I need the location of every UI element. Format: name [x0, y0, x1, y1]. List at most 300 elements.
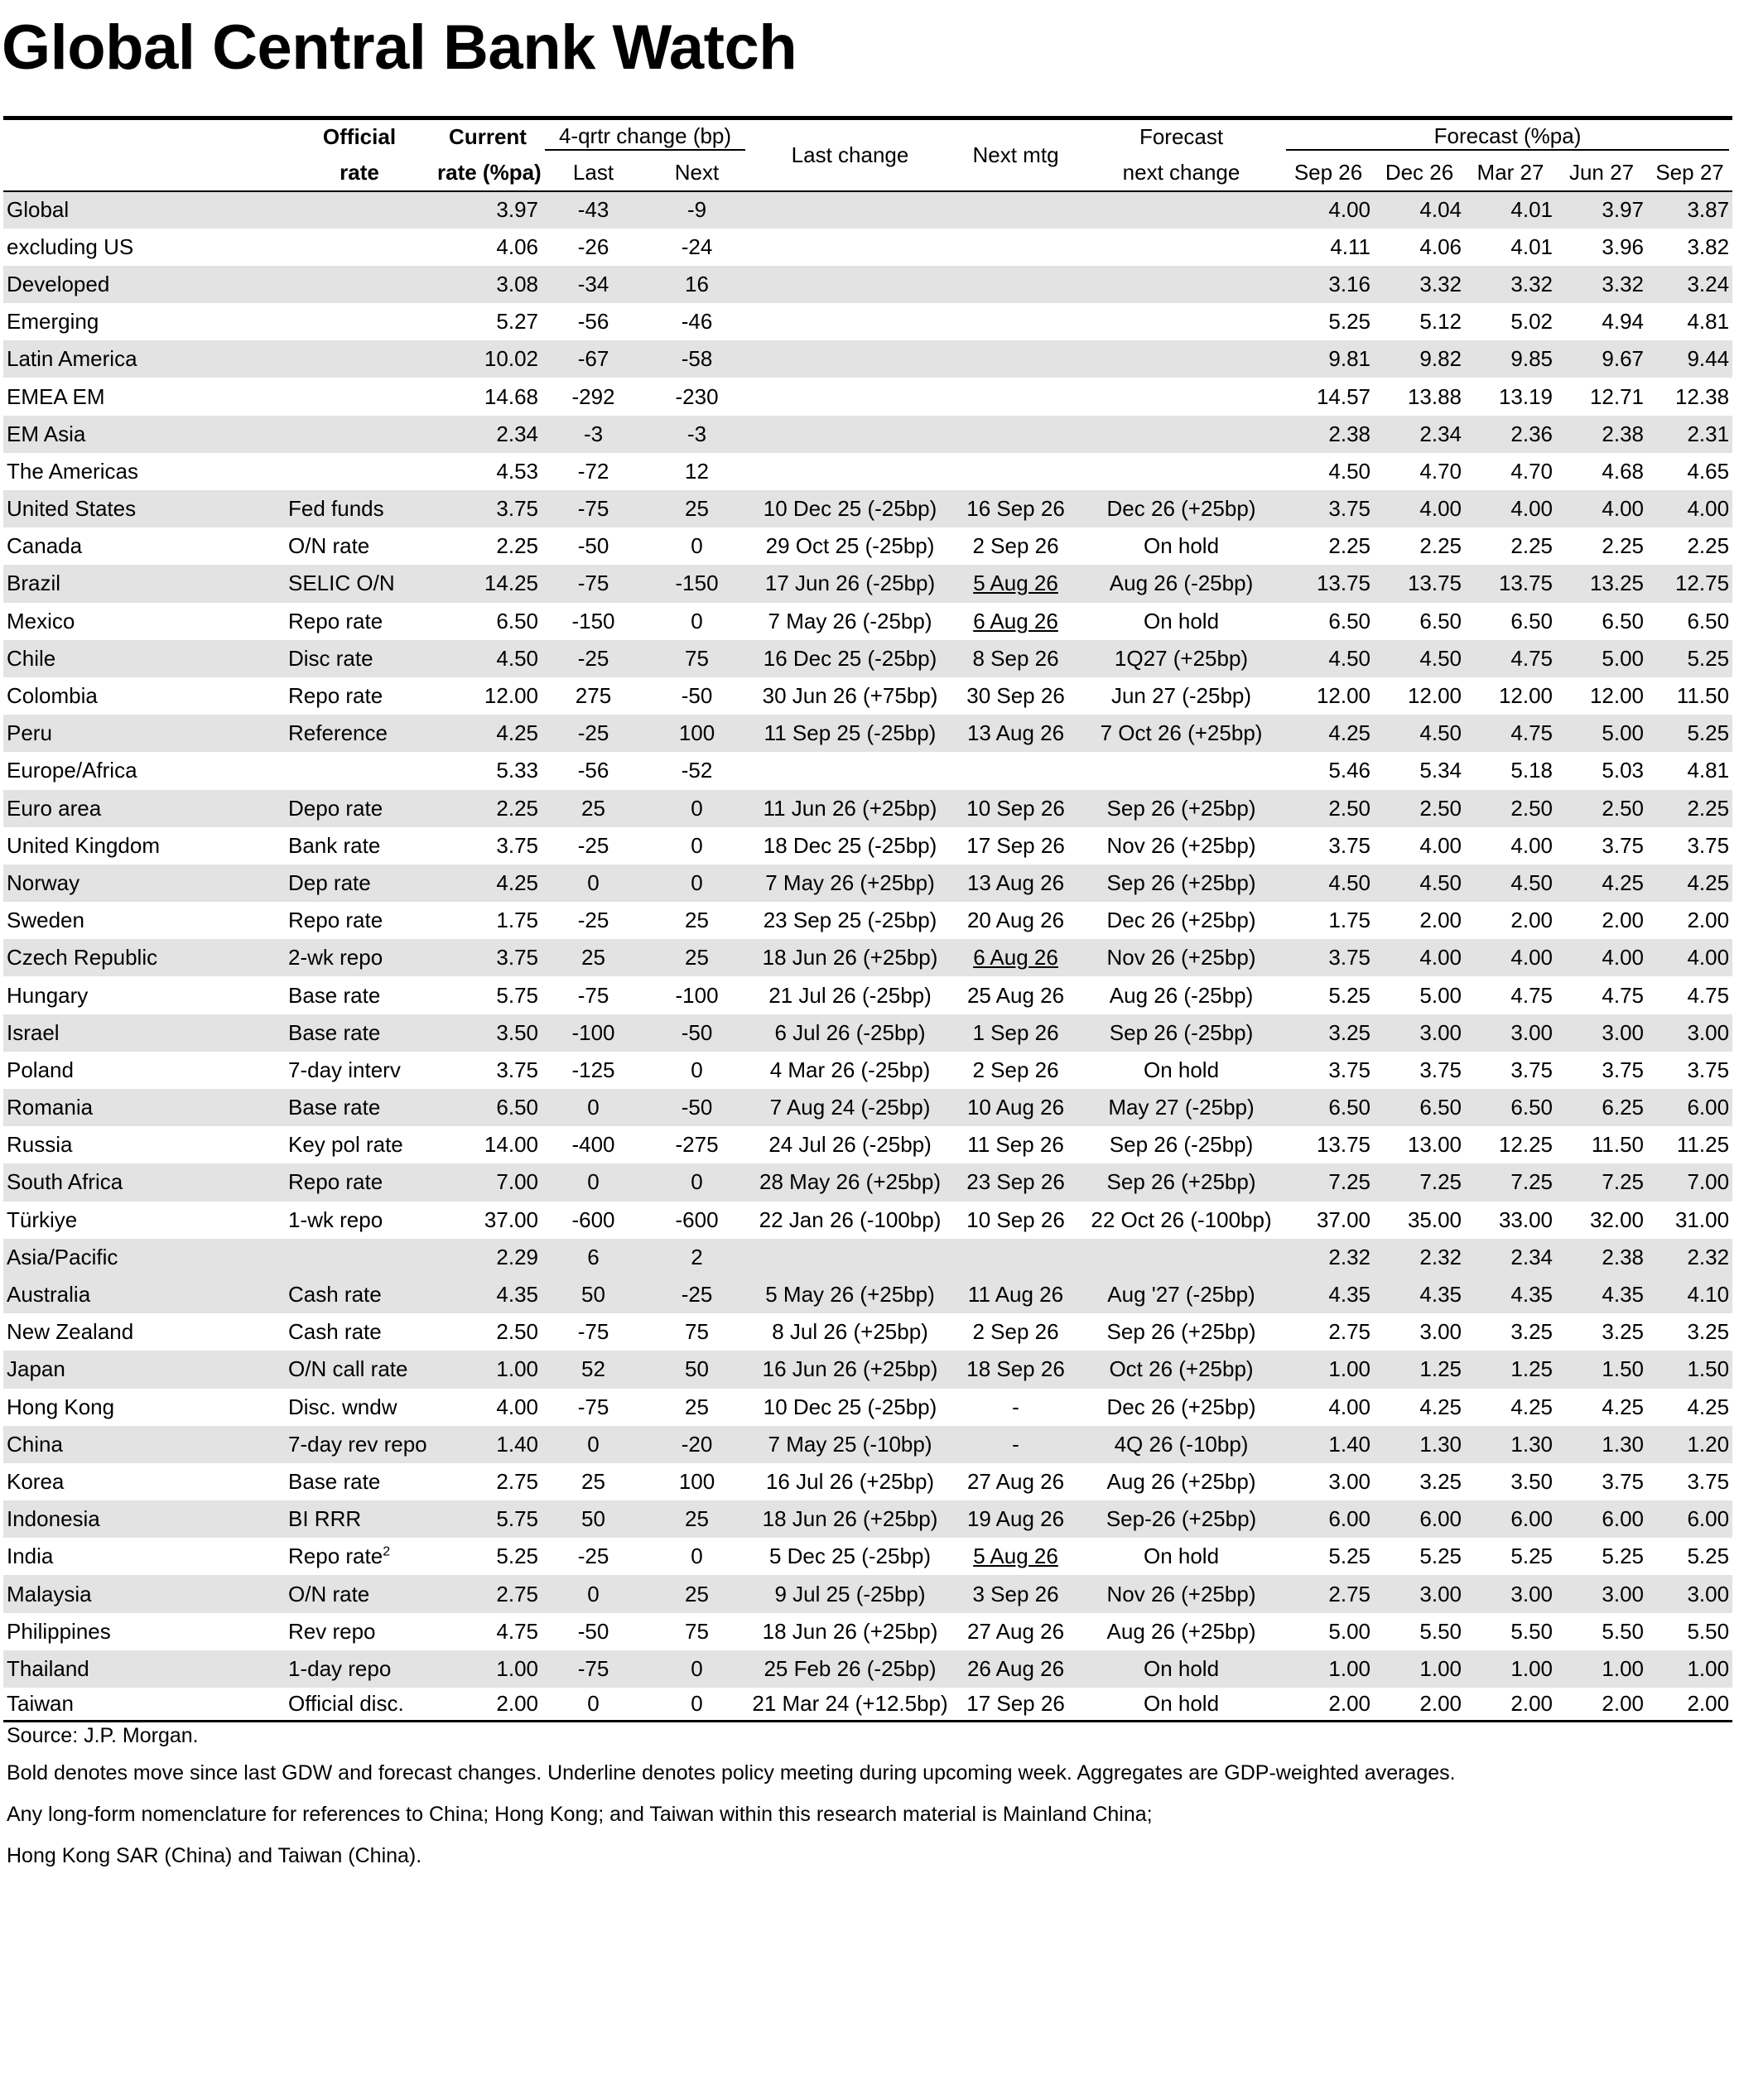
change-last: -25: [577, 1544, 609, 1569]
next-meeting: [951, 378, 1080, 415]
country-name: Malaysia: [7, 1581, 92, 1606]
official-rate-type: [285, 1688, 434, 1721]
forecast-next-change: Sep 26 (-25bp): [1109, 1019, 1254, 1045]
forecast-value: 12.38: [1674, 383, 1730, 409]
current-rate: 4.25: [496, 869, 538, 895]
last-change: 4 Mar 26 (-25bp): [769, 1057, 931, 1082]
forecast-next-change: 4Q 26 (-10bp): [1114, 1431, 1249, 1457]
header-period-sep27: Sep 27: [1655, 159, 1724, 185]
table-row-europe-africa: [3, 752, 1732, 789]
header-current-rate-1: Current: [449, 124, 527, 150]
forecast-value: 4.00: [1687, 496, 1730, 522]
last-change: 22 Jan 26 (-100bp): [759, 1207, 942, 1232]
forecast-value: 4.50: [1419, 645, 1462, 671]
change-next: 25: [685, 945, 709, 971]
forecast-value: 2.34: [1419, 421, 1462, 446]
next-meeting-date: 8 Sep 26: [972, 645, 1059, 671]
table-row-mexico: [3, 603, 1732, 640]
official-rate-type: [285, 752, 434, 789]
table-row-czech-republic: [3, 939, 1732, 976]
change-next: -230: [675, 383, 719, 409]
forecast-value: 4.35: [1419, 1282, 1462, 1308]
table-row-asia-pacific: [3, 1239, 1732, 1276]
country-name: Canada: [7, 533, 83, 559]
official-rate-type: [285, 1089, 434, 1126]
next-meeting: [951, 640, 1080, 677]
forecast-value: 13.25: [1589, 571, 1645, 596]
next-meeting: [951, 865, 1080, 902]
forecast-value: 13.75: [1498, 571, 1554, 596]
header-current-rate-2: rate (%pa): [437, 159, 542, 185]
forecast-value: 2.00: [1510, 1690, 1554, 1716]
forecast-value: 7.25: [1602, 1169, 1645, 1195]
next-meeting: [951, 1688, 1080, 1721]
change-next: -100: [675, 982, 719, 1008]
last-change: 7 Aug 24 (-25bp): [769, 1095, 931, 1120]
current-rate: 1.75: [496, 908, 538, 933]
forecast-value: 1.50: [1602, 1356, 1645, 1382]
forecast-value: 5.46: [1328, 758, 1371, 783]
last-change: 10 Dec 25 (-25bp): [763, 1394, 937, 1419]
table-header: [3, 118, 1732, 191]
forecast-value: 3.00: [1687, 1019, 1730, 1045]
official-rate-label: BI RRR: [288, 1506, 362, 1532]
forecast-value: 6.50: [1687, 608, 1730, 633]
header-period-dec26: Dec 26: [1385, 159, 1454, 185]
forecast-value: 3.32: [1602, 271, 1645, 296]
current-rate: 4.50: [496, 645, 538, 671]
official-rate-type: [285, 790, 434, 827]
forecast-value: 5.00: [1328, 1618, 1371, 1644]
last-change: 10 Dec 25 (-25bp): [763, 496, 937, 522]
next-meeting-date: 23 Sep 26: [966, 1169, 1065, 1195]
change-next: 0: [691, 869, 703, 895]
change-next: 100: [678, 1468, 715, 1494]
change-next: 0: [691, 795, 703, 821]
forecast-value: 2.25: [1328, 533, 1371, 559]
forecast-next-change: Jun 27 (-25bp): [1110, 683, 1252, 709]
forecast-value: 5.12: [1419, 309, 1462, 335]
last-change: 18 Dec 25 (-25bp): [763, 832, 937, 858]
current-rate: 5.75: [496, 1506, 538, 1532]
forecast-value: 9.82: [1419, 346, 1462, 372]
next-meeting-date: 5 Aug 26: [973, 1544, 1058, 1569]
next-meeting: [951, 1351, 1080, 1388]
forecast-value: 12.75: [1674, 571, 1730, 596]
change-next: 0: [691, 1057, 703, 1082]
forecast-value: 12.00: [1316, 683, 1371, 709]
change-next: 100: [678, 720, 715, 746]
forecast-value: 4.94: [1602, 309, 1645, 335]
current-rate: 14.00: [484, 1132, 538, 1158]
forecast-value: 3.75: [1510, 1057, 1554, 1082]
change-last: -50: [577, 1618, 609, 1644]
table-row-romania: [3, 1089, 1732, 1126]
country-name: Mexico: [7, 608, 75, 633]
forecast-value: 4.00: [1419, 945, 1462, 971]
last-change: 7 May 25 (-10bp): [768, 1431, 932, 1457]
next-meeting-date: 6 Aug 26: [973, 608, 1058, 633]
forecast-value: 3.75: [1602, 1057, 1645, 1082]
forecast-value: 3.75: [1328, 832, 1371, 858]
country-name: Hong Kong: [7, 1394, 115, 1419]
next-meeting-date: 10 Sep 26: [966, 795, 1065, 821]
forecast-value: 3.24: [1687, 271, 1730, 296]
forecast-value: 1.00: [1602, 1655, 1645, 1681]
last-change: [749, 191, 951, 229]
forecast-next-change: 7 Oct 26 (+25bp): [1100, 720, 1263, 746]
change-next: 25: [685, 1394, 709, 1419]
current-rate: 37.00: [484, 1207, 538, 1232]
change-next: -275: [675, 1132, 719, 1158]
change-last: -25: [577, 645, 609, 671]
forecast-value: 4.75: [1687, 982, 1730, 1008]
change-last: -75: [577, 1319, 609, 1345]
change-next: 0: [691, 1544, 703, 1569]
forecast-value: 12.00: [1589, 683, 1645, 709]
forecast-value: 1.75: [1328, 908, 1371, 933]
forecast-next-change: On hold: [1143, 533, 1220, 559]
forecast-value: 11.25: [1676, 1132, 1730, 1158]
last-change: [749, 416, 951, 453]
official-rate-type: [285, 527, 434, 565]
last-change: 29 Oct 25 (-25bp): [765, 533, 935, 559]
official-rate-type: [285, 1014, 434, 1052]
official-rate-type: [285, 1463, 434, 1500]
official-rate-type: [285, 1650, 434, 1688]
table-row-japan: [3, 1351, 1732, 1388]
next-meeting: [951, 565, 1080, 602]
forecast-value: 5.00: [1602, 645, 1645, 671]
forecast-value: 32.00: [1589, 1207, 1645, 1232]
forecast-value: 5.34: [1419, 758, 1462, 783]
forecast-value: 5.00: [1602, 720, 1645, 746]
forecast-value: 3.25: [1510, 1319, 1554, 1345]
forecast-next-change: On hold: [1143, 1544, 1220, 1569]
country-name: United Kingdom: [7, 832, 160, 858]
change-next: -3: [686, 421, 707, 446]
official-rate-type: [285, 640, 434, 677]
header-period-jun27: Jun 27: [1568, 159, 1635, 185]
next-meeting: [951, 1313, 1080, 1351]
forecast-value: 6.50: [1510, 608, 1554, 633]
last-change: 8 Jul 26 (+25bp): [772, 1319, 928, 1345]
forecast-value: 3.75: [1602, 832, 1645, 858]
header-forecast-next-1: Forecast: [1139, 124, 1224, 150]
next-meeting: [951, 715, 1080, 752]
forecast-value: 7.25: [1328, 1169, 1371, 1195]
official-rate-type: [285, 1126, 434, 1163]
country-name: Poland: [7, 1057, 74, 1082]
forecast-value: 7.00: [1687, 1169, 1730, 1195]
next-meeting: [951, 1500, 1080, 1538]
next-meeting: [951, 752, 1080, 789]
official-rate-label: Base rate: [288, 1019, 381, 1045]
forecast-value: 13.00: [1407, 1132, 1462, 1158]
forecast-next-change: Dec 26 (+25bp): [1106, 908, 1256, 933]
next-meeting-date: 27 Aug 26: [966, 1618, 1065, 1644]
forecast-value: 6.00: [1328, 1506, 1371, 1532]
next-meeting-date: 18 Sep 26: [966, 1356, 1065, 1382]
current-rate: 5.33: [496, 758, 538, 783]
next-meeting-date: 13 Aug 26: [966, 869, 1065, 895]
forecast-value: 4.00: [1687, 945, 1730, 971]
next-meeting-date: 30 Sep 26: [966, 683, 1065, 709]
change-last: -75: [577, 571, 609, 596]
next-meeting-date: 26 Aug 26: [966, 1655, 1065, 1681]
forecast-value: 35.00: [1407, 1207, 1462, 1232]
forecast-next-change: [1080, 378, 1283, 415]
next-meeting-date: 16 Sep 26: [966, 496, 1065, 522]
last-change: [749, 453, 951, 490]
header-forecast-group: Forecast (%pa): [1283, 118, 1732, 155]
country-name: Taiwan: [7, 1690, 74, 1716]
forecast-value: 4.25: [1602, 1394, 1645, 1419]
nomenclature-note: Any long-form nomenclature for references to China; Hong Kong; and Taiwan within this research material is Mainland China;: [7, 1803, 1153, 1826]
forecast-value: 2.00: [1419, 908, 1462, 933]
official-rate-label: Official disc.: [288, 1690, 404, 1716]
table-row-united-kingdom: [3, 827, 1732, 865]
country-name: Euro area: [7, 795, 102, 821]
official-rate-label: 1-wk repo: [288, 1207, 383, 1232]
forecast-value: 2.00: [1687, 908, 1730, 933]
change-next: -50: [681, 1019, 713, 1045]
forecast-value: 2.32: [1328, 1244, 1371, 1269]
country-name: South Africa: [7, 1169, 123, 1195]
country-name: Philippines: [7, 1618, 111, 1644]
forecast-value: 4.50: [1328, 645, 1371, 671]
official-rate-type: [285, 378, 434, 415]
next-meeting-date: 20 Aug 26: [966, 908, 1065, 933]
last-change: [749, 752, 951, 789]
header-official-rate-1: Official: [322, 124, 397, 150]
forecast-value: 1.00: [1328, 1655, 1371, 1681]
change-last: 50: [581, 1282, 605, 1308]
forecast-next-change: Nov 26 (+25bp): [1106, 1581, 1256, 1606]
forecast-value: 3.75: [1602, 1468, 1645, 1494]
current-rate: 3.75: [496, 1057, 538, 1082]
forecast-value: 3.00: [1328, 1468, 1371, 1494]
forecast-next-change: [1080, 752, 1283, 789]
forecast-value: 6.25: [1602, 1095, 1645, 1120]
forecast-value: 3.75: [1328, 1057, 1371, 1082]
forecast-value: 12.00: [1498, 683, 1554, 709]
current-rate: 1.00: [496, 1356, 538, 1382]
forecast-value: 3.25: [1328, 1019, 1371, 1045]
official-rate-label: O/N rate: [288, 533, 370, 559]
official-rate-label: Base rate: [288, 982, 381, 1008]
next-meeting: [951, 1126, 1080, 1163]
forecast-value: 6.50: [1328, 1095, 1371, 1120]
forecast-value: 11.50: [1591, 1132, 1645, 1158]
forecast-next-change: On hold: [1143, 1690, 1220, 1716]
table-row-hungary: [3, 976, 1732, 1014]
forecast-value: 1.25: [1419, 1356, 1462, 1382]
change-last: -125: [571, 1057, 615, 1082]
forecast-value: 5.25: [1510, 1544, 1554, 1569]
forecast-value: 2.50: [1419, 795, 1462, 821]
forecast-value: 2.36: [1510, 421, 1554, 446]
forecast-value: 2.38: [1602, 421, 1645, 446]
official-rate-type: [285, 1389, 434, 1426]
country-name: Norway: [7, 869, 80, 895]
change-next: 2: [691, 1244, 703, 1269]
current-rate: 2.25: [496, 533, 538, 559]
table-row-hong-kong: [3, 1389, 1732, 1426]
current-rate: 4.00: [496, 1394, 538, 1419]
table-row-new-zealand: [3, 1313, 1732, 1351]
last-change: 30 Jun 26 (+75bp): [762, 683, 938, 709]
header-blank-2: [3, 155, 285, 191]
current-rate: 5.75: [496, 982, 538, 1008]
forecast-value: 4.75: [1602, 982, 1645, 1008]
next-meeting-date: 10 Sep 26: [966, 1207, 1065, 1232]
change-next: 0: [691, 1690, 703, 1716]
table-row-t-rkiye: [3, 1202, 1732, 1239]
forecast-next-change: [1080, 453, 1283, 490]
change-last: -600: [571, 1207, 615, 1232]
change-last: -25: [577, 908, 609, 933]
next-meeting: [951, 340, 1080, 378]
change-next: 25: [685, 1581, 709, 1606]
change-next: 0: [691, 1655, 703, 1681]
forecast-value: 6.50: [1602, 608, 1645, 633]
country-name: Indonesia: [7, 1506, 100, 1532]
change-next: -20: [681, 1431, 713, 1457]
forecast-next-change: Aug '27 (-25bp): [1107, 1282, 1255, 1308]
current-rate: 6.50: [496, 608, 538, 633]
table-row-taiwan: [3, 1688, 1732, 1721]
country-name: United States: [7, 496, 137, 522]
official-rate-label: O/N rate: [288, 1581, 370, 1606]
official-rate-type: [285, 1613, 434, 1650]
forecast-value: 4.50: [1328, 458, 1371, 484]
change-next: 0: [691, 608, 703, 633]
forecast-next-change: On hold: [1143, 1057, 1220, 1082]
forecast-next-change: Sep 26 (-25bp): [1109, 1132, 1254, 1158]
forecast-value: 3.00: [1419, 1581, 1462, 1606]
bold-underline-note: Bold denotes move since last GDW and forecast changes. Underline denotes policy meeting during upcoming week. Aggregates are GDP-weighted averages.: [7, 1761, 1456, 1785]
table-row-global: [3, 191, 1732, 229]
table-row-norway: [3, 865, 1732, 902]
last-change: 21 Jul 26 (-25bp): [768, 982, 932, 1008]
change-next: 25: [685, 908, 709, 933]
forecast-value: 3.75: [1419, 1057, 1462, 1082]
change-last: 25: [581, 1468, 605, 1494]
next-meeting-date: 3 Sep 26: [972, 1581, 1059, 1606]
next-meeting-date: 2 Sep 26: [972, 1057, 1059, 1082]
next-meeting: [951, 229, 1080, 266]
country-name: EMEA EM: [7, 383, 105, 409]
current-rate: 14.25: [484, 571, 538, 596]
last-change: 16 Dec 25 (-25bp): [763, 645, 937, 671]
forecast-next-change: Sep 26 (+25bp): [1106, 869, 1256, 895]
change-next: 75: [685, 1618, 709, 1644]
last-change: 23 Sep 25 (-25bp): [763, 908, 937, 933]
forecast-value: 1.50: [1687, 1356, 1730, 1382]
header-last-change: Last change: [791, 142, 909, 167]
forecast-value: 3.75: [1687, 832, 1730, 858]
page-title: Global Central Bank Watch: [2, 12, 797, 83]
table-row-peru: [3, 715, 1732, 752]
table-row-euro-area: [3, 790, 1732, 827]
forecast-value: 13.75: [1316, 1132, 1371, 1158]
last-change: 17 Jun 26 (-25bp): [764, 571, 936, 596]
next-meeting: [951, 1089, 1080, 1126]
forecast-value: 4.00: [1602, 496, 1645, 522]
country-name: Hungary: [7, 982, 89, 1008]
forecast-value: 4.01: [1510, 197, 1554, 223]
forecast-value: 3.25: [1602, 1319, 1645, 1345]
forecast-value: 5.25: [1328, 1544, 1371, 1569]
table-row-sweden: [3, 902, 1732, 939]
forecast-value: 13.88: [1407, 383, 1462, 409]
last-change: 6 Jul 26 (-25bp): [774, 1019, 926, 1045]
forecast-value: 1.40: [1328, 1431, 1371, 1457]
header-period-sep26: Sep 26: [1293, 159, 1363, 185]
forecast-value: 9.67: [1602, 346, 1645, 372]
current-rate: 3.75: [496, 832, 538, 858]
next-meeting: [951, 1202, 1080, 1239]
forecast-value: 2.00: [1510, 908, 1554, 933]
official-rate-type: [285, 266, 434, 303]
forecast-next-change: Dec 26 (+25bp): [1106, 496, 1256, 522]
forecast-next-change: [1080, 1239, 1283, 1276]
header-next-mtg: Next mtg: [972, 142, 1059, 167]
country-name: Global: [7, 197, 70, 223]
forecast-value: 5.25: [1419, 1544, 1462, 1569]
forecast-value: 7.25: [1419, 1169, 1462, 1195]
last-change: 7 May 26 (-25bp): [768, 608, 932, 633]
current-rate: 2.50: [496, 1319, 538, 1345]
country-name: Europe/Africa: [7, 758, 137, 783]
forecast-next-change: Nov 26 (+25bp): [1106, 832, 1256, 858]
official-rate-type: [285, 1575, 434, 1612]
change-next: 25: [685, 1506, 709, 1532]
forecast-value: 4.00: [1328, 197, 1371, 223]
forecast-value: 4.25: [1687, 1394, 1730, 1419]
forecast-value: 4.35: [1510, 1282, 1554, 1308]
official-rate-label: Bank rate: [288, 832, 381, 858]
forecast-value: 31.00: [1674, 1207, 1730, 1232]
forecast-value: 3.75: [1328, 496, 1371, 522]
next-meeting: [951, 1538, 1080, 1575]
forecast-value: 4.50: [1419, 869, 1462, 895]
table-row-colombia: [3, 677, 1732, 715]
forecast-next-change: Oct 26 (+25bp): [1109, 1356, 1254, 1382]
official-rate-type: [285, 1163, 434, 1201]
change-next: 50: [685, 1356, 709, 1382]
official-rate-label: Dep rate: [288, 869, 371, 895]
change-last: 0: [587, 1095, 600, 1120]
official-rate-type: [285, 453, 434, 490]
official-rate-label: Repo rate: [288, 1169, 383, 1195]
current-rate: 2.75: [496, 1468, 538, 1494]
forecast-next-change: Sep-26 (+25bp): [1106, 1506, 1257, 1532]
forecast-value: 6.00: [1419, 1506, 1462, 1532]
central-bank-table: [3, 116, 1732, 1722]
forecast-value: 1.00: [1510, 1655, 1554, 1681]
forecast-next-change: On hold: [1143, 608, 1220, 633]
forecast-value: 4.75: [1510, 720, 1554, 746]
official-rate-type: [285, 976, 434, 1014]
forecast-value: 4.81: [1687, 309, 1730, 335]
table-row-em-asia: [3, 416, 1732, 453]
forecast-value: 2.75: [1328, 1319, 1371, 1345]
forecast-value: 2.50: [1510, 795, 1554, 821]
next-meeting: [951, 490, 1080, 527]
table-body: [3, 191, 1732, 1722]
